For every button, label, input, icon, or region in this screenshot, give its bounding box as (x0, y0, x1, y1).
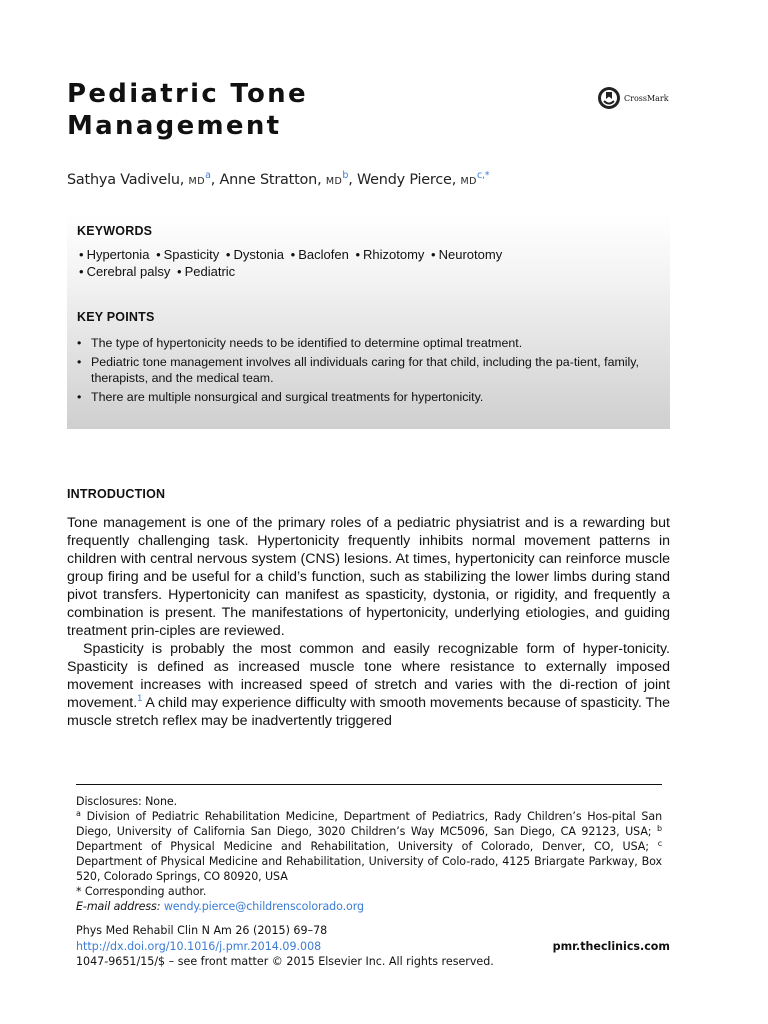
keyword: Pediatric (184, 264, 236, 279)
author-degree: MD (460, 176, 477, 187)
keyword: Neurotomy (438, 247, 503, 262)
keyword: Spasticity (163, 247, 220, 262)
author-name: Sathya Vadivelu, (67, 172, 189, 188)
paragraph: Tone management is one of the primary roles of a pediatric physiatrist and is a rewarding but frequently challenging task. Hypertonicity frequently inhibits normal movement patterns in children with central nervous system (CNS) lesions. At times, hypertonicity can reinforce muscle group firing and be useful for a child’s function, such as stabilizing the lower limbs during stand pivot transfers. Hypertonicity can manifest as spasticity, dystonia, or rigidity, and frequently a combination is present. The manifestations of hypertonicity, underlying etiologies, and guiding treatment prin-ciples are reviewed. (67, 515, 670, 639)
keywords-line-1: • Hypertonia • Spasticity • Dystonia • Baclofen • Rhizotomy • Neurotomy (79, 247, 503, 262)
keyword: Dystonia (233, 247, 285, 262)
copyright: 1047-9651/15/$ – see front matter © 2015 Elsevier Inc. All rights reserved. (76, 955, 494, 968)
introduction-body (67, 514, 670, 730)
doi-link[interactable]: http://dx.doi.org/10.1016/j.pmr.2014.09.008 (76, 939, 322, 953)
author-name: Anne Stratton, (219, 172, 326, 188)
keyword: Cerebral palsy (86, 264, 171, 279)
keyword: Hypertonia (86, 247, 150, 262)
keywords-heading: KEYWORDS (77, 224, 153, 238)
title-line-1: Pediatric Tone (67, 79, 308, 109)
footnote-divider (76, 784, 662, 785)
crossmark-label: CrossMark (624, 93, 669, 103)
author-name: Wendy Pierce, (356, 172, 461, 188)
affiliation-mark[interactable]: c,* (476, 170, 490, 181)
introduction-heading: INTRODUCTION (67, 487, 166, 501)
disclosures: Disclosures: None. (76, 795, 178, 808)
footnotes (76, 794, 662, 914)
affiliation-mark[interactable]: b (342, 170, 349, 181)
crossmark-icon (597, 86, 621, 110)
email-label: E-mail address: (76, 900, 161, 913)
citation-block (76, 923, 670, 970)
article-title (67, 78, 308, 142)
keywords-line-2: • Cerebral palsy • Pediatric (79, 264, 236, 279)
corresponding-author: * Corresponding author. (76, 885, 207, 898)
keywords-list (76, 246, 502, 280)
author-list: Sathya Vadivelu, $MD^a$, Anne Stratton, $MD^b$, Wendy Pierce, $MD^{c,*}$ (67, 170, 490, 188)
title-line-2: Management (67, 111, 282, 141)
key-point-item: • There are multiple nonsurgical and surgical treatments for hypertonicity. (77, 389, 662, 405)
crossmark-badge[interactable] (597, 85, 669, 111)
affiliation-mark[interactable]: a (205, 170, 211, 181)
email-line (76, 899, 662, 914)
key-points-heading: KEY POINTS (77, 310, 155, 324)
paragraph: Spasticity is probably the most common and easily recognizable form of hyper-tonicity. Spasticity is defined as increased muscle tone where resistance to externally imposed movement increases with increased speed of stretch and varies with the di-rection of joint movement.$^1$ A child may experience difficulty with smooth movements because of spasticity. The muscle stretch reflex may be inadvertently triggered (67, 641, 670, 729)
keywords-keypoints-box (67, 214, 670, 429)
keyword: Rhizotomy (363, 247, 425, 262)
keyword: Baclofen (298, 247, 349, 262)
email-link[interactable]: wendy.pierce@childrenscolorado.org (163, 900, 364, 913)
key-point-item: • Pediatric tone management involves all individuals caring for that child, including the pa-tient, family, therapists, and the medical team. (77, 354, 662, 386)
author-degree: MD (325, 176, 343, 187)
journal-site[interactable]: pmr.theclinics.com (552, 939, 670, 953)
affiliations: $^a$ Division of Pediatric Rehabilitation Medicine, Department of Pediatrics, Rady Children’s Hos-pital San Diego, University of California San Diego, 3020 Children’s Way MC5096, San Diego, CA 92123, USA; $^b$ Department of Physical Medicine and Rehabilitation, University of Colorado, Denver, CO, USA; $^c$ Department of Physical Medicine and Rehabilitation, University of Colo-rado, 4125 Briargate Parkway, Box 520, Colorado Springs, CO 80920, USA (76, 809, 662, 883)
key-point-item: • The type of hypertonicity needs to be identified to determine optimal treatment. (77, 335, 662, 351)
reference-link[interactable]: 1 (137, 693, 143, 703)
journal-citation: Phys Med Rehabil Clin N Am 26 (2015) 69–78 (76, 924, 328, 937)
author-degree: MD (188, 176, 206, 187)
key-points-list (77, 335, 662, 408)
